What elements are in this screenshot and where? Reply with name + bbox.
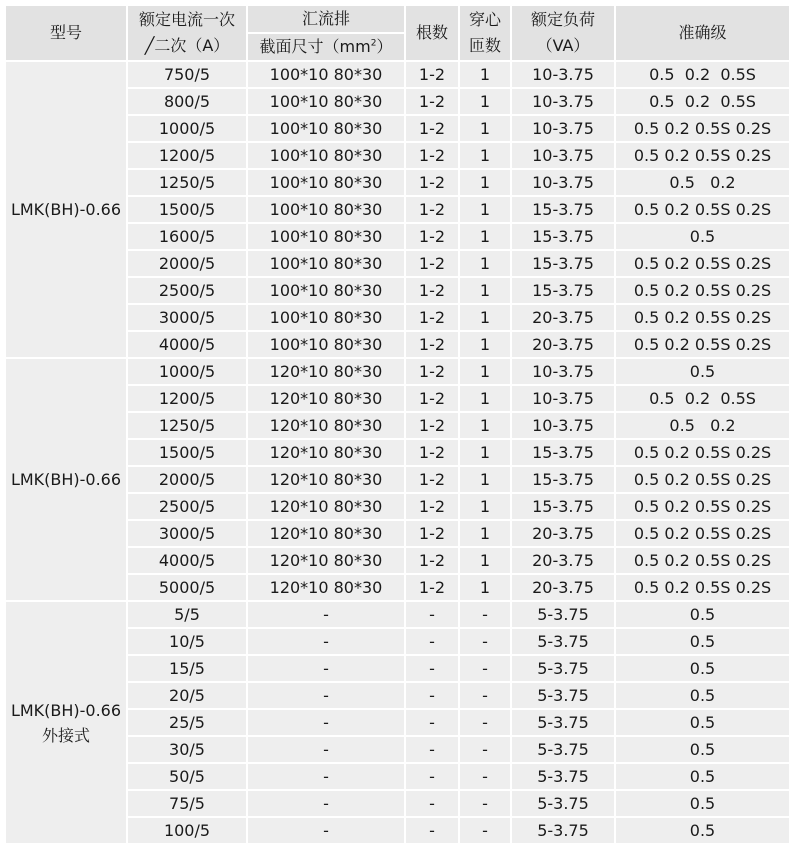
cell-turns: 1	[460, 251, 510, 276]
header-model	[6, 6, 126, 60]
cell-turns: -	[460, 629, 510, 654]
header-busbar-size-suffix: ）	[376, 37, 393, 56]
cell-accuracy: 0.5 0.2 0.5S	[616, 89, 789, 114]
header-turns-line2: 匝数	[468, 36, 501, 55]
cell-roots: -	[406, 656, 458, 681]
header-busbar	[248, 6, 404, 32]
cell-burden: 5-3.75	[512, 656, 614, 681]
cell-roots: -	[406, 629, 458, 654]
cell-turns: -	[460, 710, 510, 735]
cell-turns: 1	[460, 494, 510, 519]
cell-ratio: 3000/5	[128, 305, 246, 330]
cell-accuracy: 0.5	[616, 602, 789, 627]
cell-burden: 10-3.75	[512, 413, 614, 438]
cell-busbar: -	[248, 656, 404, 681]
cell-accuracy: 0.5 0.2 0.5S 0.2S	[616, 467, 789, 492]
cell-busbar: 120*10 80*30	[248, 494, 404, 519]
cell-accuracy: 0.5 0.2 0.5S 0.2S	[616, 548, 789, 573]
cell-accuracy: 0.5	[616, 359, 789, 384]
cell-ratio: 2500/5	[128, 278, 246, 303]
header-burden	[512, 6, 614, 60]
cell-roots: -	[406, 764, 458, 789]
cell-burden: 20-3.75	[512, 332, 614, 357]
cell-busbar: 100*10 80*30	[248, 143, 404, 168]
cell-burden: 10-3.75	[512, 89, 614, 114]
cell-busbar: 120*10 80*30	[248, 467, 404, 492]
cell-burden: 20-3.75	[512, 548, 614, 573]
table-row	[6, 359, 789, 384]
cell-accuracy: 0.5	[616, 764, 789, 789]
header-roots-label: 根数	[415, 23, 448, 42]
table-header	[6, 6, 789, 60]
cell-ratio: 20/5	[128, 683, 246, 708]
cell-ratio: 2500/5	[128, 494, 246, 519]
cell-accuracy: 0.5 0.2 0.5S 0.2S	[616, 575, 789, 600]
cell-burden: 20-3.75	[512, 305, 614, 330]
cell-turns: 1	[460, 413, 510, 438]
cell-roots: 1-2	[406, 116, 458, 141]
cell-ratio: 10/5	[128, 629, 246, 654]
cell-turns: 1	[460, 278, 510, 303]
cell-burden: 5-3.75	[512, 710, 614, 735]
cell-turns: 1	[460, 62, 510, 87]
cell-ratio: 50/5	[128, 764, 246, 789]
cell-busbar: 100*10 80*30	[248, 89, 404, 114]
cell-busbar: 120*10 80*30	[248, 440, 404, 465]
cell-turns: 1	[460, 332, 510, 357]
cell-roots: 1-2	[406, 548, 458, 573]
table-body	[6, 62, 789, 843]
cell-roots: -	[406, 602, 458, 627]
cell-accuracy: 0.5	[616, 224, 789, 249]
cell-ratio: 1250/5	[128, 170, 246, 195]
cell-turns: -	[460, 602, 510, 627]
cell-roots: -	[406, 710, 458, 735]
cell-roots: 1-2	[406, 251, 458, 276]
cell-busbar: 120*10 80*30	[248, 548, 404, 573]
cell-roots: 1-2	[406, 332, 458, 357]
cell-roots: 1-2	[406, 521, 458, 546]
cell-roots: -	[406, 791, 458, 816]
cell-turns: 1	[460, 467, 510, 492]
cell-roots: 1-2	[406, 494, 458, 519]
cell-roots: 1-2	[406, 170, 458, 195]
cell-busbar: -	[248, 764, 404, 789]
cell-accuracy: 0.5	[616, 656, 789, 681]
cell-accuracy: 0.5 0.2 0.5S 0.2S	[616, 278, 789, 303]
cell-ratio: 4000/5	[128, 548, 246, 573]
cell-turns: 1	[460, 440, 510, 465]
cell-ratio: 1500/5	[128, 197, 246, 222]
cell-turns: -	[460, 764, 510, 789]
cell-accuracy: 0.5	[616, 737, 789, 762]
cell-burden: 10-3.75	[512, 116, 614, 141]
header-turns-line1: 穿心	[468, 10, 501, 29]
cell-burden: 20-3.75	[512, 521, 614, 546]
cell-busbar: -	[248, 710, 404, 735]
cell-roots: 1-2	[406, 305, 458, 330]
cell-burden: 15-3.75	[512, 440, 614, 465]
cell-turns: 1	[460, 386, 510, 411]
cell-burden: 5-3.75	[512, 791, 614, 816]
cell-busbar: -	[248, 683, 404, 708]
cell-burden: 10-3.75	[512, 359, 614, 384]
header-row	[6, 6, 789, 32]
cell-busbar: 100*10 80*30	[248, 278, 404, 303]
cell-ratio: 15/5	[128, 656, 246, 681]
cell-ratio: 2000/5	[128, 467, 246, 492]
cell-accuracy: 0.5	[616, 818, 789, 843]
cell-accuracy: 0.5	[616, 629, 789, 654]
cell-busbar: 100*10 80*30	[248, 332, 404, 357]
cell-busbar: 120*10 80*30	[248, 413, 404, 438]
cell-roots: -	[406, 683, 458, 708]
header-busbar-size-sup: 2	[370, 38, 377, 49]
cell-accuracy: 0.5	[616, 710, 789, 735]
cell-ratio: 75/5	[128, 791, 246, 816]
cell-busbar: 100*10 80*30	[248, 305, 404, 330]
cell-busbar: 120*10 80*30	[248, 359, 404, 384]
header-turns	[460, 6, 510, 60]
cell-ratio: 2000/5	[128, 251, 246, 276]
cell-busbar: -	[248, 602, 404, 627]
cell-busbar: 100*10 80*30	[248, 116, 404, 141]
cell-ratio: 5000/5	[128, 575, 246, 600]
cell-accuracy: 0.5 0.2 0.5S 0.2S	[616, 305, 789, 330]
cell-ratio: 1000/5	[128, 359, 246, 384]
cell-accuracy: 0.5 0.2 0.5S 0.2S	[616, 494, 789, 519]
cell-burden: 10-3.75	[512, 62, 614, 87]
cell-accuracy: 0.5 0.2 0.5S 0.2S	[616, 521, 789, 546]
model-name: LMK(BH)-0.66	[10, 470, 122, 489]
header-ratio	[128, 6, 246, 60]
cell-ratio: 1000/5	[128, 116, 246, 141]
header-busbar-label: 汇流排	[301, 9, 350, 28]
cell-busbar: 120*10 80*30	[248, 521, 404, 546]
cell-roots: 1-2	[406, 278, 458, 303]
cell-burden: 5-3.75	[512, 737, 614, 762]
cell-ratio: 1600/5	[128, 224, 246, 249]
model-cell	[6, 62, 126, 357]
cell-turns: -	[460, 818, 510, 843]
cell-turns: 1	[460, 197, 510, 222]
model-name: 外接式	[41, 725, 90, 745]
cell-burden: 5-3.75	[512, 764, 614, 789]
cell-ratio: 1500/5	[128, 440, 246, 465]
cell-busbar: 100*10 80*30	[248, 62, 404, 87]
model-cell	[6, 359, 126, 600]
cell-accuracy: 0.5 0.2 0.5S 0.2S	[616, 197, 789, 222]
cell-accuracy: 0.5	[616, 683, 789, 708]
cell-burden: 20-3.75	[512, 575, 614, 600]
cell-turns: 1	[460, 305, 510, 330]
cell-accuracy: 0.5 0.2 0.5S	[616, 62, 789, 87]
cell-burden: 10-3.75	[512, 170, 614, 195]
cell-ratio: 100/5	[128, 818, 246, 843]
cell-accuracy: 0.5 0.2 0.5S 0.2S	[616, 143, 789, 168]
cell-accuracy: 0.5 0.2 0.5S	[616, 386, 789, 411]
cell-accuracy: 0.5 0.2 0.5S 0.2S	[616, 332, 789, 357]
cell-busbar: 100*10 80*30	[248, 251, 404, 276]
spec-table	[4, 4, 790, 845]
cell-roots: 1-2	[406, 413, 458, 438]
cell-busbar: 120*10 80*30	[248, 575, 404, 600]
cell-busbar: -	[248, 629, 404, 654]
header-accuracy-label: 准确级	[678, 23, 727, 42]
cell-roots: 1-2	[406, 386, 458, 411]
table-row	[6, 62, 789, 87]
header-ratio-line2: ╱二次（A）	[144, 36, 230, 55]
cell-turns: 1	[460, 116, 510, 141]
cell-turns: -	[460, 791, 510, 816]
cell-accuracy: 0.5 0.2 0.5S 0.2S	[616, 251, 789, 276]
header-busbar-size-prefix: 截面尺寸（mm	[259, 37, 371, 56]
cell-turns: 1	[460, 548, 510, 573]
cell-busbar: -	[248, 737, 404, 762]
cell-ratio: 25/5	[128, 710, 246, 735]
header-burden-line1: 额定负荷	[530, 10, 595, 29]
cell-turns: 1	[460, 170, 510, 195]
cell-turns: -	[460, 683, 510, 708]
model-cell	[6, 602, 126, 843]
cell-turns: -	[460, 737, 510, 762]
cell-accuracy: 0.5	[616, 791, 789, 816]
cell-burden: 15-3.75	[512, 251, 614, 276]
cell-roots: -	[406, 818, 458, 843]
cell-ratio: 5/5	[128, 602, 246, 627]
cell-burden: 5-3.75	[512, 683, 614, 708]
cell-busbar: 100*10 80*30	[248, 170, 404, 195]
cell-roots: 1-2	[406, 467, 458, 492]
cell-roots: 1-2	[406, 197, 458, 222]
cell-roots: 1-2	[406, 224, 458, 249]
cell-turns: -	[460, 656, 510, 681]
model-name: LMK(BH)-0.66	[10, 700, 122, 720]
cell-roots: 1-2	[406, 143, 458, 168]
cell-ratio: 1200/5	[128, 143, 246, 168]
cell-burden: 10-3.75	[512, 386, 614, 411]
table-row	[6, 602, 789, 627]
cell-roots: 1-2	[406, 440, 458, 465]
cell-roots: 1-2	[406, 89, 458, 114]
cell-roots: 1-2	[406, 359, 458, 384]
cell-ratio: 30/5	[128, 737, 246, 762]
header-model-label: 型号	[49, 23, 82, 42]
cell-burden: 15-3.75	[512, 224, 614, 249]
cell-turns: 1	[460, 89, 510, 114]
cell-roots: 1-2	[406, 62, 458, 87]
header-roots	[406, 6, 458, 60]
cell-burden: 5-3.75	[512, 602, 614, 627]
cell-busbar: 100*10 80*30	[248, 197, 404, 222]
cell-burden: 15-3.75	[512, 494, 614, 519]
cell-turns: 1	[460, 575, 510, 600]
header-busbar-size	[248, 34, 404, 60]
header-burden-line2: （VA）	[536, 36, 590, 55]
cell-burden: 10-3.75	[512, 143, 614, 168]
cell-turns: 1	[460, 359, 510, 384]
cell-burden: 15-3.75	[512, 197, 614, 222]
cell-ratio: 750/5	[128, 62, 246, 87]
cell-ratio: 1200/5	[128, 386, 246, 411]
model-name: LMK(BH)-0.66	[10, 200, 122, 219]
cell-burden: 15-3.75	[512, 278, 614, 303]
cell-roots: 1-2	[406, 575, 458, 600]
cell-burden: 5-3.75	[512, 629, 614, 654]
header-ratio-line1: 额定电流一次	[138, 10, 235, 29]
cell-busbar: 100*10 80*30	[248, 224, 404, 249]
cell-ratio: 1250/5	[128, 413, 246, 438]
cell-accuracy: 0.5 0.2	[616, 170, 789, 195]
cell-ratio: 4000/5	[128, 332, 246, 357]
cell-ratio: 3000/5	[128, 521, 246, 546]
cell-busbar: -	[248, 818, 404, 843]
cell-roots: -	[406, 737, 458, 762]
cell-accuracy: 0.5 0.2 0.5S 0.2S	[616, 116, 789, 141]
cell-busbar: -	[248, 791, 404, 816]
cell-burden: 15-3.75	[512, 467, 614, 492]
cell-busbar: 120*10 80*30	[248, 386, 404, 411]
cell-burden: 5-3.75	[512, 818, 614, 843]
header-accuracy	[616, 6, 789, 60]
cell-turns: 1	[460, 224, 510, 249]
cell-turns: 1	[460, 521, 510, 546]
cell-accuracy: 0.5 0.2	[616, 413, 789, 438]
cell-ratio: 800/5	[128, 89, 246, 114]
cell-accuracy: 0.5 0.2 0.5S 0.2S	[616, 440, 789, 465]
cell-turns: 1	[460, 143, 510, 168]
